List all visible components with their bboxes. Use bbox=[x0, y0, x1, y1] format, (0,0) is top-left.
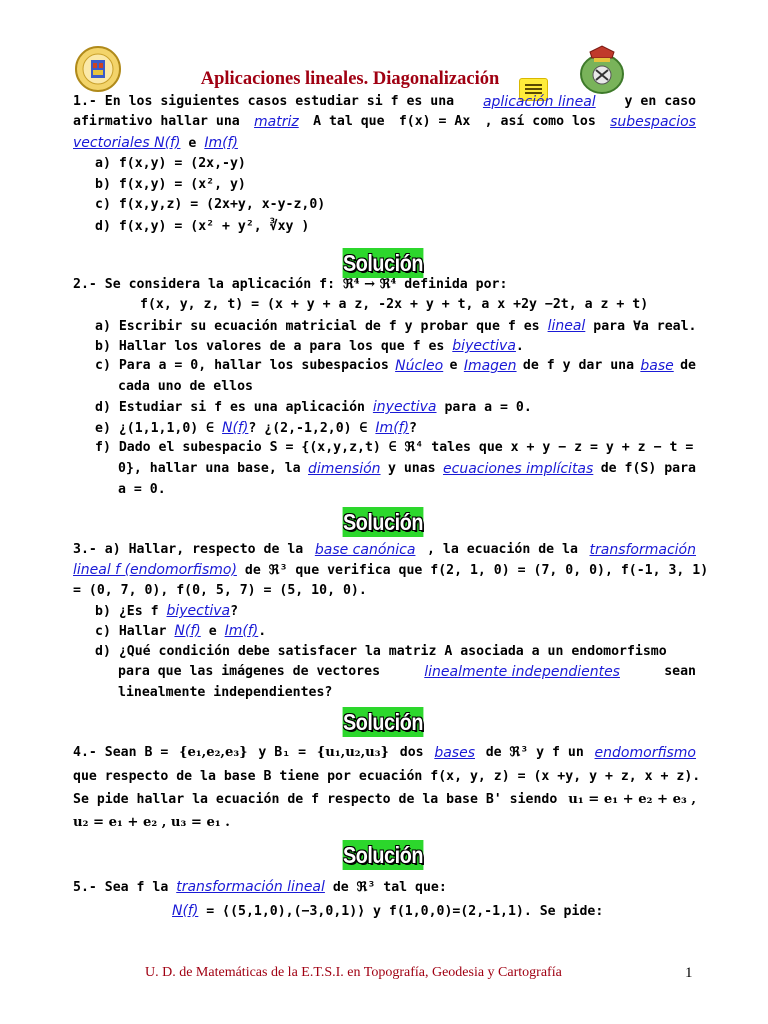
p3-item-c: c) Hallar N(f) e Im(f). bbox=[95, 623, 267, 639]
link-dimension[interactable]: dimensión bbox=[308, 461, 381, 477]
link-lineal[interactable]: lineal bbox=[547, 318, 586, 334]
p2-item-c: c) Para a = 0, hallar los subespacios Núcleo e Imagen de f y dar una base de bbox=[95, 358, 696, 374]
p5-line2: N(f) = ⟨(5,1,0),(−3,0,1)⟩ y f(1,0,0)=(2,-1,1). Se pide: bbox=[172, 903, 604, 919]
p2-item-f-end: a = 0. bbox=[118, 482, 166, 497]
p1-item-a: a) f(x,y) = (2x,-y) bbox=[95, 156, 246, 171]
p2-item-f: f) Dado el subespacio S = {(x,y,z,t) ∈ ℜ⁴ tales que x + y − z = y + z − t = bbox=[95, 440, 694, 455]
link-matriz[interactable]: matriz bbox=[254, 114, 299, 130]
p3-item-d-cont: para que las imágenes de vectores linealmente independientes sean bbox=[118, 664, 696, 680]
link-endomorfismo[interactable]: lineal f (endomorfismo) bbox=[73, 562, 237, 578]
link-imf-2[interactable]: Im(f) bbox=[375, 420, 410, 436]
p2-item-c-cont: cada uno de ellos bbox=[118, 379, 253, 394]
link-aplicacion-lineal[interactable]: aplicación lineal bbox=[482, 94, 596, 110]
solution-button-2[interactable]: Solución bbox=[342, 509, 424, 535]
link-endomorfismo-2[interactable]: endomorfismo bbox=[594, 745, 696, 761]
p2-formula: f(x, y, z, t) = (x + y + a z, -2x + y + t, a x +2y −2t, a z + t) bbox=[140, 297, 649, 312]
p3-item-d-end: linealmente independientes? bbox=[118, 685, 333, 700]
link-nucleo[interactable]: Núcleo bbox=[395, 358, 444, 374]
p5-line1: 5.- Sea f la transformación lineal de ℜ³ tal que: bbox=[73, 879, 447, 895]
link-bases[interactable]: bases bbox=[434, 745, 475, 761]
p3-line3: = (0, 7, 0), f(0, 5, 7) = (5, 10, 0). bbox=[73, 583, 367, 598]
p3-item-b: b) ¿Es f biyectiva? bbox=[95, 603, 239, 619]
link-nf-3[interactable]: N(f) bbox=[172, 903, 199, 919]
p1-item-d: d) f(x,y) = (x² + y², ∛xy ) bbox=[95, 219, 310, 234]
p2-item-b: b) Hallar los valores de a para los que f es biyectiva. bbox=[95, 338, 524, 354]
p2-item-d: d) Estudiar si f es una aplicación inyectiva para a = 0. bbox=[95, 399, 532, 415]
link-vectoriales-nf[interactable]: vectoriales N(f) bbox=[73, 135, 181, 151]
link-imagen[interactable]: Imagen bbox=[463, 358, 517, 374]
footer-text: U. D. de Matemáticas de la E.T.S.I. en Topografía, Geodesia y Cartografía bbox=[145, 965, 562, 980]
page-number: 1 bbox=[685, 965, 693, 981]
link-imf[interactable]: Im(f) bbox=[204, 135, 238, 151]
p2-item-a: a) Escribir su ecuación matricial de f y probar que f es lineal para ∀a real. bbox=[95, 318, 697, 334]
link-base-canonica[interactable]: base canónica bbox=[314, 542, 416, 558]
link-subespacios[interactable]: subespacios bbox=[610, 114, 696, 130]
link-transformacion-lineal[interactable]: transformación lineal bbox=[176, 879, 325, 895]
p4-line1: 4.- Sean B = {e₁,e₂,e₃} y B₁ = {u₁,u₂,u₃} dos bases de ℜ³ y f un endomorfismo bbox=[73, 745, 696, 761]
solution-button-3[interactable]: Solución bbox=[342, 709, 424, 735]
p3-line1: 3.- a) Hallar, respecto de la base canónica , la ecuación de la transformación bbox=[73, 542, 696, 558]
link-nf[interactable]: N(f) bbox=[222, 420, 249, 436]
p1-line2: afirmativo hallar una matriz A tal que f(x) = Ax , así como los subespacios bbox=[73, 114, 696, 130]
page-title: Aplicaciones lineales. Diagonalización bbox=[200, 69, 500, 89]
p2-item-f-cont: 0}, hallar una base, la dimensión y unas ecuaciones implícitas de f(S) para bbox=[118, 461, 696, 477]
link-biyectiva-2[interactable]: biyectiva bbox=[166, 603, 231, 619]
link-imf-3[interactable]: Im(f) bbox=[224, 623, 259, 639]
solution-button-4[interactable]: Solución bbox=[342, 842, 424, 868]
p4-line4: u₂ = e₁ + e₂ , u₃ = e₁ . bbox=[73, 815, 230, 830]
p3-item-d: d) ¿Qué condición debe satisfacer la matriz A asociada a un endomorfismo bbox=[95, 644, 667, 659]
p1-item-c: c) f(x,y,z) = (2x+y, x-y-z,0) bbox=[95, 197, 326, 212]
p1-line1: 1.- En los siguientes casos estudiar si f es una aplicación lineal y en caso bbox=[73, 94, 696, 110]
link-nf-2[interactable]: N(f) bbox=[174, 623, 201, 639]
link-transformacion[interactable]: transformación bbox=[589, 542, 696, 558]
link-base[interactable]: base bbox=[640, 358, 674, 374]
p4-line2: que respecto de la base B tiene por ecuación f(x, y, z) = (x +y, y + z, x + z). bbox=[73, 769, 701, 784]
link-linealmente-independientes[interactable]: linealmente independientes bbox=[424, 664, 620, 680]
solution-button-1[interactable]: Solución bbox=[342, 250, 424, 276]
p3-line2: lineal f (endomorfismo) de ℜ³ que verifica que f(2, 1, 0) = (7, 0, 0), f(-1, 3, 1) bbox=[73, 562, 709, 578]
link-ecuaciones-implicitas[interactable]: ecuaciones implícitas bbox=[443, 461, 594, 477]
p2-line1: 2.- Se considera la aplicación f: ℜ⁴ → ℜ⁴ definida por: bbox=[73, 277, 508, 292]
link-biyectiva[interactable]: biyectiva bbox=[452, 338, 516, 354]
link-inyectiva[interactable]: inyectiva bbox=[372, 399, 437, 415]
p4-line3: Se pide hallar la ecuación de f respecto de la base B' siendo u₁ = e₁ + e₂ + e₃ , bbox=[73, 792, 696, 807]
p1-item-b: b) f(x,y) = (x², y) bbox=[95, 177, 246, 192]
p2-item-e: e) ¿(1,1,1,0) ∈ N(f)? ¿(2,-1,2,0) ∈ Im(f)? bbox=[95, 420, 417, 436]
p1-line3: vectoriales N(f) e Im(f) bbox=[73, 135, 238, 151]
